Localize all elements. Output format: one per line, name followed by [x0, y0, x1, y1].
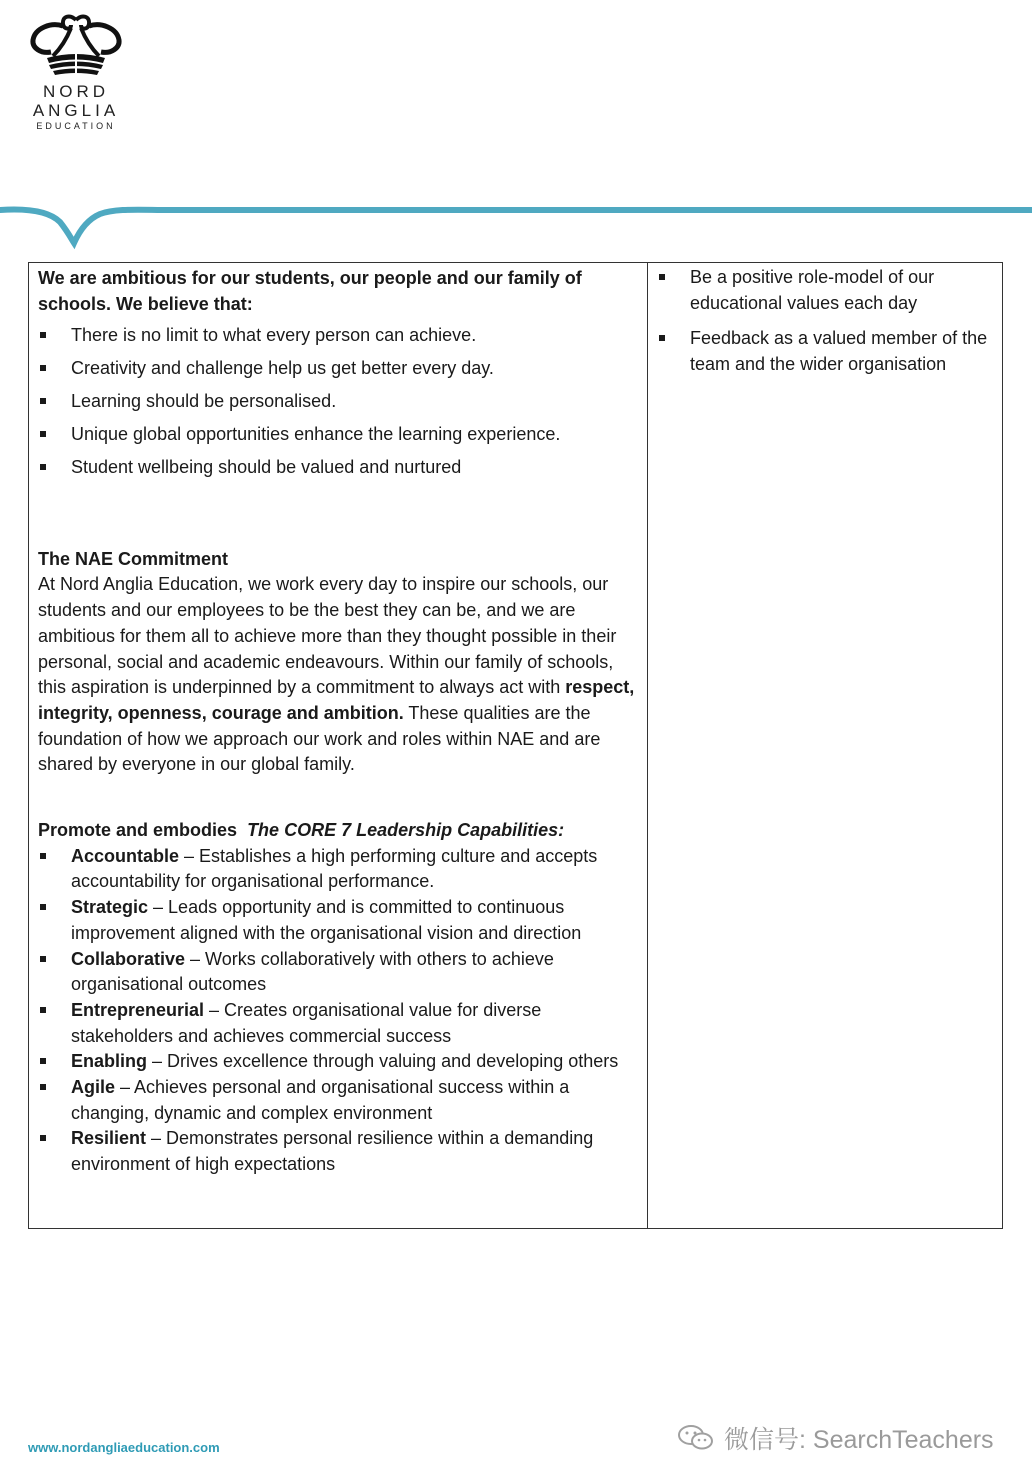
commitment-values: respect, integrity, openness, courage and ambition.	[38, 677, 635, 723]
list-item: Feedback as a valued member of the team and the wider organisation	[657, 326, 992, 377]
capability-desc: – Establishes a high performing culture and accepts accountability for organisational performance.	[71, 845, 598, 892]
responsibilities-list	[657, 265, 992, 378]
capability-term: Collaborative	[71, 948, 186, 969]
list-item	[38, 1075, 637, 1126]
wechat-watermark	[676, 1418, 994, 1458]
content-table	[28, 262, 1003, 1229]
capability-term: Enabling	[71, 1051, 147, 1072]
nord-anglia-logo	[22, 14, 130, 133]
logo-anglia: ANGLIA	[32, 101, 120, 120]
capability-desc: – Works collaboratively with others to achieve organisational outcomes	[71, 948, 554, 995]
capability-desc: – Leads opportunity and is committed to continuous improvement aligned with the organisational vision and direction	[71, 897, 582, 943]
list-item: Student wellbeing should be valued and nurtured	[38, 455, 637, 481]
list-item	[38, 895, 637, 946]
list-item: Creativity and challenge help us get better every day.	[38, 356, 637, 382]
left-column	[29, 263, 648, 1228]
list-item	[38, 947, 637, 998]
crown-swan-logo-icon	[27, 14, 125, 80]
logo-education: EDUCATION	[36, 121, 116, 131]
list-item: Unique global opportunities enhance the learning experience.	[38, 422, 637, 448]
capability-term: Entrepreneurial	[71, 999, 205, 1020]
watermark-text: 微信号: SearchTeachers	[724, 1426, 994, 1454]
capability-desc: – Drives excellence through valuing and developing others	[147, 1051, 619, 1072]
capability-term: Strategic	[71, 897, 149, 918]
capability-desc: – Achieves personal and organisational success within a changing, dynamic and complex environment	[71, 1077, 570, 1123]
commitment-paragraph	[38, 572, 637, 778]
capability-term: Accountable	[71, 845, 180, 866]
capability-desc: – Demonstrates personal resilience within a demanding environment of high expectations	[71, 1128, 594, 1175]
capability-term: Agile	[71, 1077, 116, 1098]
list-item	[38, 1126, 637, 1177]
commitment-heading: The NAE Commitment	[38, 548, 229, 569]
commitment-text-end: These qualities are the foundation of how we approach our work and roles within NAE and are shared by everyone in our global family.	[38, 702, 601, 775]
commitment-text: At Nord Anglia Education, we work every day to inspire our schools, our students and our employees to be the best they can be, and we are ambitious for them all to achieve more than they thought possible in their personal, social and academic endeavours. Within our family of schools, this aspiration is underpinned by a commitment to always act with	[38, 574, 617, 698]
list-item: There is no limit to what every person can achieve.	[38, 323, 637, 349]
list-item: Be a positive role-model of our educational values each day	[657, 265, 992, 316]
core-heading	[38, 818, 637, 844]
core-heading-prefix: Promote and embodies	[38, 820, 238, 841]
wave-divider	[0, 200, 1032, 250]
list-item	[38, 844, 637, 895]
list-item	[38, 1049, 637, 1075]
logo-nord: NORD	[42, 82, 110, 101]
core-heading-title: The CORE 7 Leadership Capabilities:	[247, 820, 565, 841]
capability-term: Resilient	[71, 1128, 147, 1149]
beliefs-list	[38, 323, 637, 481]
website-link[interactable]: www.nordangliaeducation.com	[28, 1440, 220, 1455]
core-capabilities-list	[38, 844, 637, 1178]
right-column	[648, 263, 1002, 1228]
list-item: Learning should be personalised.	[38, 389, 637, 415]
list-item	[38, 998, 637, 1049]
wechat-icon	[676, 1423, 716, 1453]
intro-heading: We are ambitious for our students, our people and our family of schools. We believe that:	[38, 268, 582, 314]
capability-desc: – Creates organisational value for diverse stakeholders and achieves commercial success	[71, 999, 542, 1046]
